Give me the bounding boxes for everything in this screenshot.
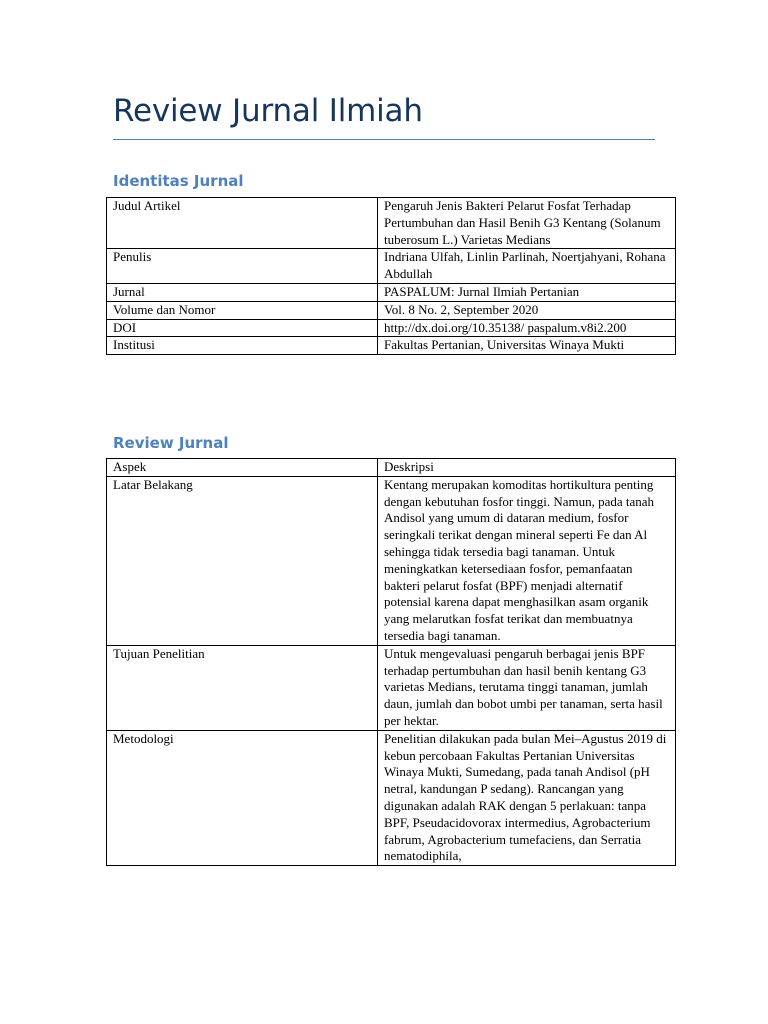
table-row — [107, 283, 676, 301]
identitas-value: Pengaruh Jenis Bakteri Pelarut Fosfat Terhadap Pertumbuhan dan Hasil Benih G3 Kentang (Solanum tuberosum L.) Varietas Medians — [378, 198, 676, 249]
table-row — [107, 319, 676, 337]
page-title: Review Jurnal Ilmiah — [113, 93, 423, 129]
table-row — [107, 730, 676, 865]
table-row — [107, 249, 676, 284]
review-table — [106, 458, 676, 866]
identitas-value: http://dx.doi.org/10.35138/ paspalum.v8i2.200 — [378, 319, 676, 337]
table-row — [107, 198, 676, 249]
identitas-value: PASPALUM: Jurnal Ilmiah Pertanian — [378, 283, 676, 301]
review-aspek: Metodologi — [107, 730, 378, 865]
table-row — [107, 337, 676, 355]
review-heading: Review Jurnal — [113, 434, 229, 452]
review-deskripsi: Kentang merupakan komoditas hortikultura penting dengan kebutuhan fosfor tinggi. Namun, pada tanah Andisol yang umum di dataran medium, fosfor seringkali terikat dengan mineral seperti Fe dan Al sehingga tidak tersedia bagi tanaman. Untuk meningkatkan ketersediaan fosfor, pemanfaatan bakteri pelarut fosfat (BPF) menjadi alternatif potensial karena dapat menghasilkan asam organik yang melarutkan fosfat terikat dan membuatnya tersedia bagi tanaman. — [378, 476, 676, 645]
identitas-label: Judul Artikel — [107, 198, 378, 249]
column-header-deskripsi: Deskripsi — [378, 459, 676, 477]
identitas-label: Penulis — [107, 249, 378, 284]
review-deskripsi: Untuk mengevaluasi pengaruh berbagai jenis BPF terhadap pertumbuhan dan hasil benih kentang G3 varietas Medians, terutama tinggi tanaman, jumlah daun, jumlah dan bobot umbi per tanaman, serta hasil per hektar. — [378, 645, 676, 730]
column-header-aspek: Aspek — [107, 459, 378, 477]
identitas-label: Volume dan Nomor — [107, 301, 378, 319]
identitas-value: Fakultas Pertanian, Universitas Winaya Mukti — [378, 337, 676, 355]
identitas-label: Jurnal — [107, 283, 378, 301]
review-aspek: Tujuan Penelitian — [107, 645, 378, 730]
review-deskripsi: Penelitian dilakukan pada bulan Mei–Agustus 2019 di kebun percobaan Fakultas Pertanian Universitas Winaya Mukti, Sumedang, pada tanah Andisol (pH netral, kandungan P sedang). Rancangan yang digunakan adalah RAK dengan 5 perlakuan: tanpa BPF, Pseudacidovorax intermedius, Agrobacterium fabrum, Agrobacterium tumefaciens, dan Serratia nematodiphila, — [378, 730, 676, 865]
review-aspek: Latar Belakang — [107, 476, 378, 645]
identitas-table — [106, 197, 676, 355]
table-row — [107, 476, 676, 645]
identitas-label: DOI — [107, 319, 378, 337]
identitas-label: Institusi — [107, 337, 378, 355]
table-row — [107, 301, 676, 319]
identitas-value: Indriana Ulfah, Linlin Parlinah, Noertjahyani, Rohana Abdullah — [378, 249, 676, 284]
table-row — [107, 645, 676, 730]
title-underline — [113, 139, 655, 140]
identitas-value: Vol. 8 No. 2, September 2020 — [378, 301, 676, 319]
table-header-row — [107, 459, 676, 477]
identitas-heading: Identitas Jurnal — [113, 172, 244, 190]
